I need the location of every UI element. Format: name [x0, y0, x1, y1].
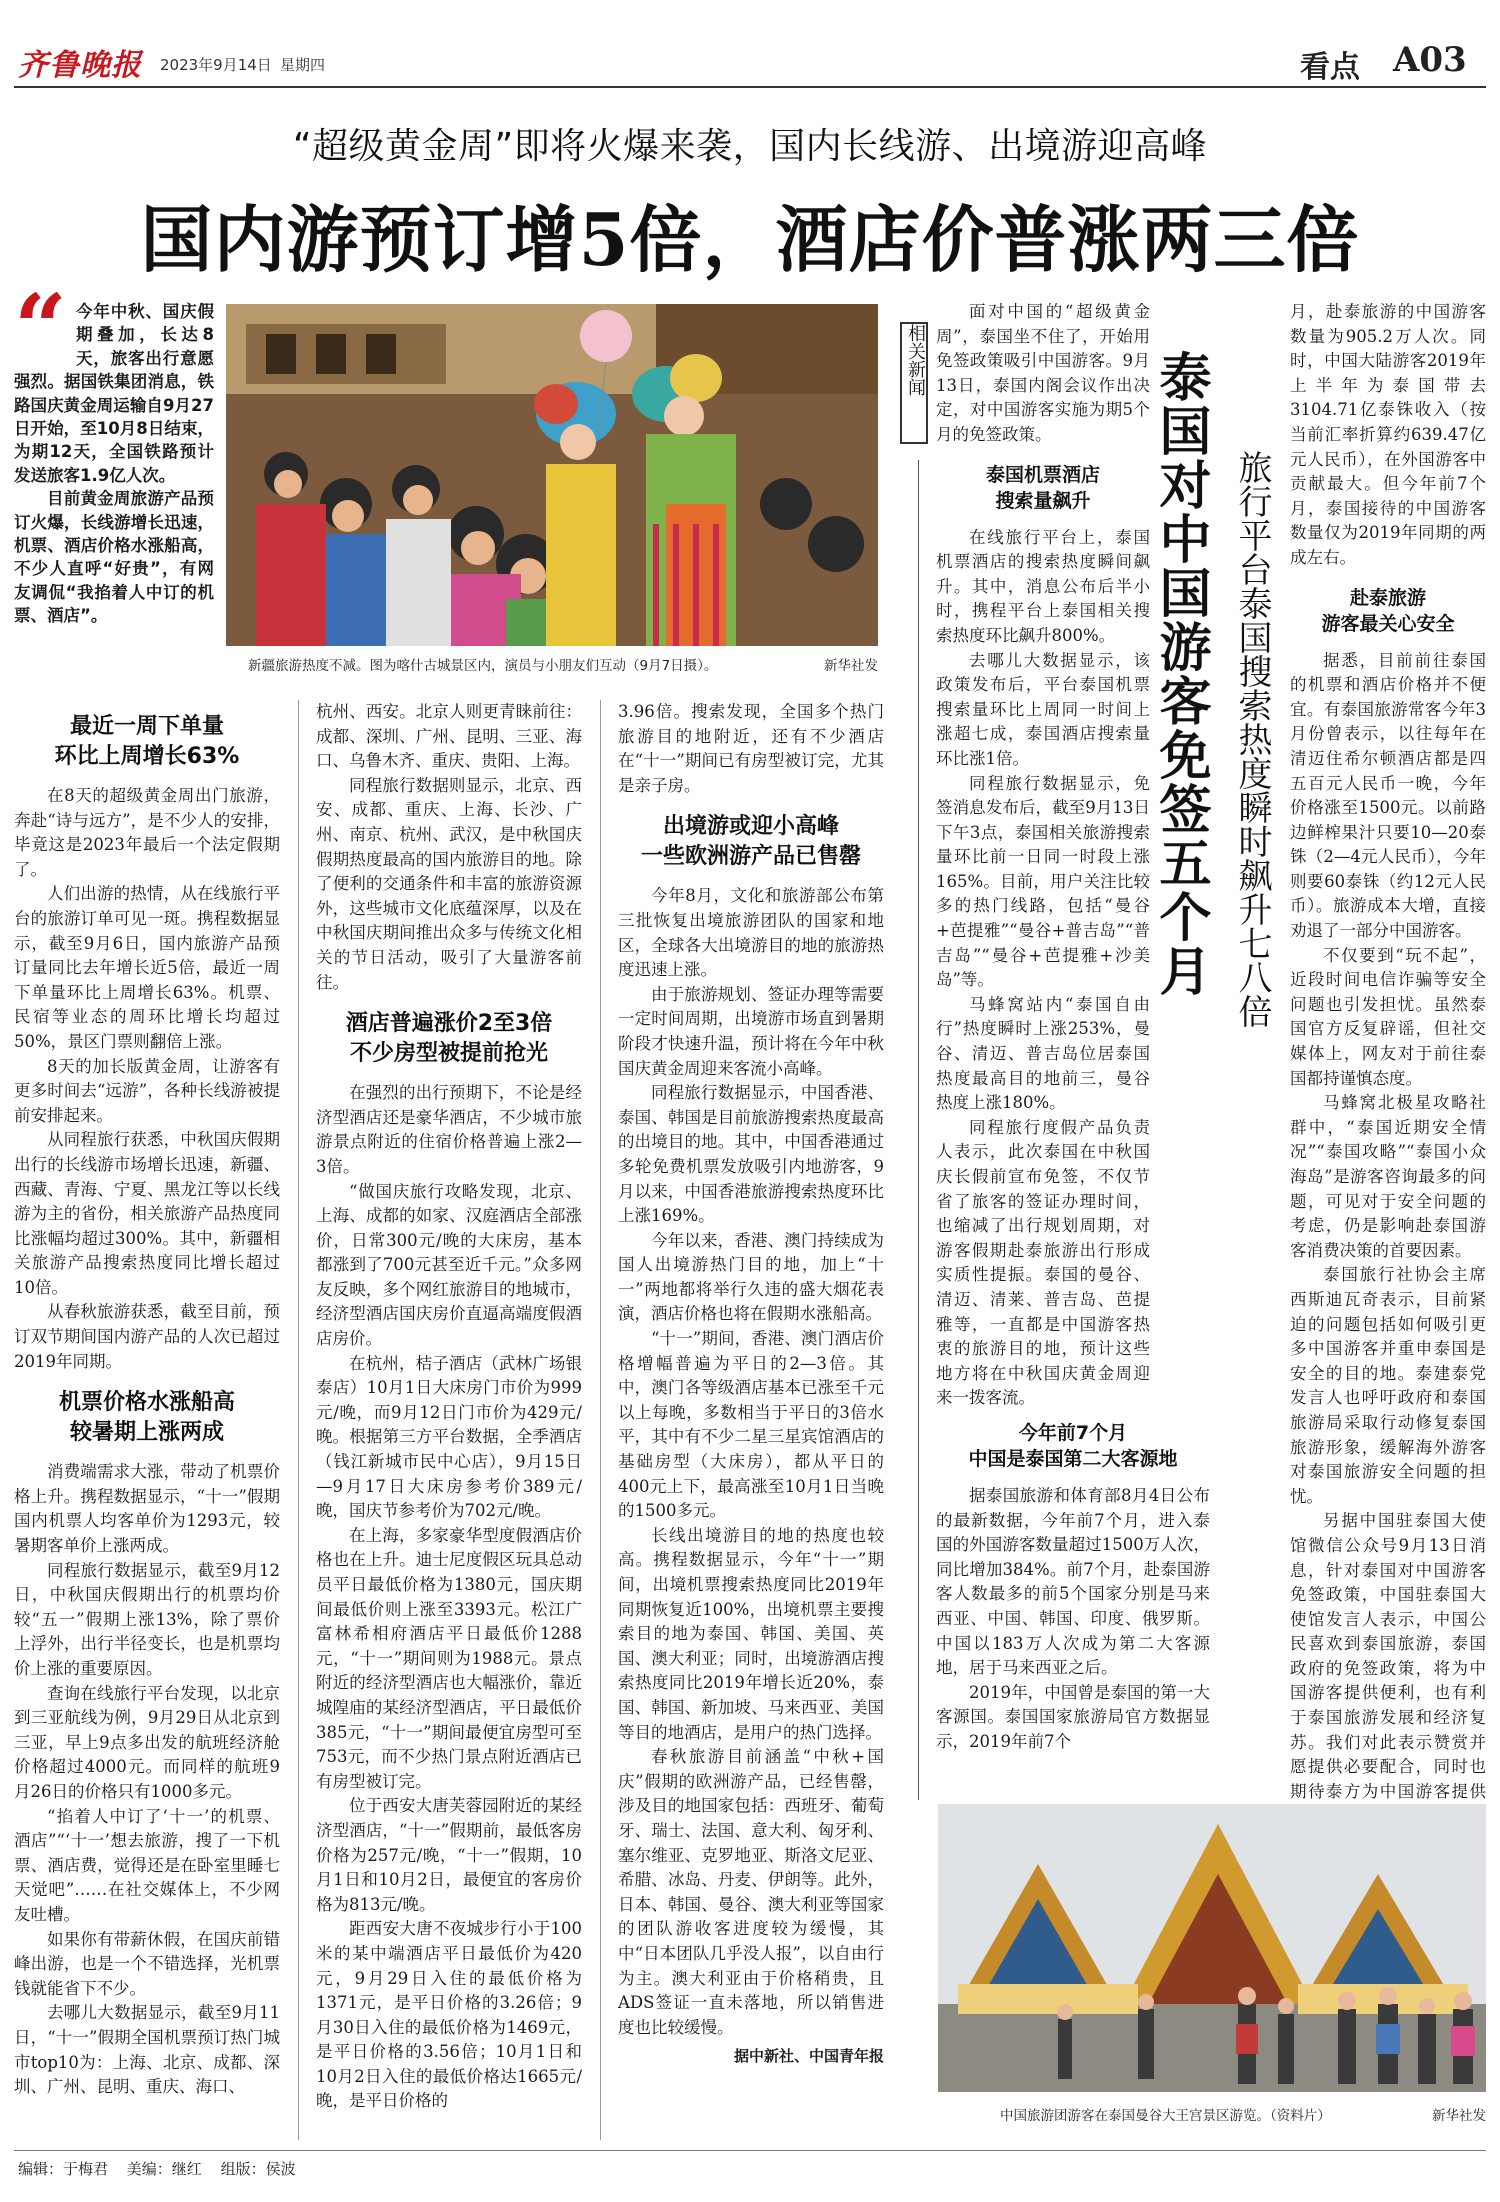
masthead	[0, 0, 1500, 92]
col1-p1-3: 从同程旅行获悉，中秋国庆假期出行的长线游市场增长迅速，新疆、西藏、青海、宁夏、黑龙江等以长线游为主的省份，相关旅游产品热度同比涨幅均超过300%。其中，新疆相关旅游产品搜索热度同比增长超过10倍。	[14, 1130, 280, 1297]
divider-col2	[600, 700, 601, 2140]
related-column-4-lower	[936, 1420, 1210, 1755]
c4-p3-0: 据泰国旅游和体育部8月4日公布的最新数据，今年前7个月，进入泰国的外国游客数量超过1500万人次，同比增加384%。前7个月，赴泰国游客人数最多的前5个国家分别是马来西亚、中国、韩国、印度、俄罗斯。中国以183万人次成为第二大客源地，居于马来西亚之后。	[936, 1486, 1210, 1678]
c4-p3-1: 2019年，中国曾是泰国的第一大客源国。泰国国家旅游局官方数据显示，2019年前7个	[936, 1682, 1210, 1751]
col1-p2-4: 如果你有带薪休假，在国庆前错峰出游，也是一个不错选择，光机票钱就能省下不少。	[14, 1929, 280, 1998]
col3-p2-0: 今年8月，文化和旅游部公布第三批恢复出境旅游团队的国家和地区，全球各大出境游目的地的旅游热度迅速上涨。	[618, 886, 884, 980]
related-column-4	[936, 300, 1150, 1411]
col3-p2-4: “十一”期间，香港、澳门酒店价格增幅普遍为平日的2—3倍。其中，澳门各等级酒店基本已涨至千元以上每晚，多数相当于平日的3倍水平，其中有不少二星三星宾馆酒店的基础房型（大床房），都从平日的400元上下，最高涨至10月1日当晚的1500多元。	[618, 1329, 884, 1521]
newspaper-logo: 齐鲁晚报	[18, 48, 142, 83]
lead-text	[14, 300, 214, 628]
related-headline: 泰国对中国游客免签五个月	[1150, 350, 1211, 998]
photo1-caption	[248, 654, 878, 674]
col3-p2-5: 长线出境游目的地的热度也较高。携程数据显示，今年“十一”期间，出境机票搜索热度同比2019年同期恢复近100%，出境机票主要搜索目的地为泰国、韩国、美国、英国、澳大利亚；同时，出境游酒店搜索热度同比2019年增长近20%，泰国、韩国、新加坡、马来西亚、美国等目的地酒店，是用户的热门选择。	[618, 1525, 884, 1742]
quote-mark-icon: “	[14, 274, 67, 382]
c4-subhead-1-line2: 搜索量飙升	[995, 489, 1091, 512]
c4-p1-0: 面对中国的“超级黄金周”，泰国坐不住了，开始用免签政策吸引中国游客。9月13日，泰国内阁会议作出决定，对中国游客实施为期5个月的免签政策。	[936, 302, 1150, 444]
col2-p1-1: 同程旅行数据则显示，北京、西安、成都、重庆、上海、长沙、广州、南京、杭州、武汉，是中秋国庆假期热度最高的国内旅游目的地。除了便利的交通条件和丰富的旅游资源外，这些城市文化底蕴深厚，以及在中秋国庆期间推出众多与传统文化相关的节日活动，吸引了大量游客前往。	[316, 775, 582, 992]
lead-paragraph-2: 目前黄金周旅游产品预订火爆，长线游增长迅速，机票、酒店价格水涨船高，不少人直呼“好贵”，有网友调侃“我掐着人中订的机票、酒店”。	[14, 489, 214, 626]
c5-subhead	[1290, 585, 1486, 637]
col1-subhead-2-line1: 机票价格水涨船高	[58, 1390, 235, 1416]
c4-p2-3: 马蜂窝站内“泰国自由行”热度瞬时上涨253%，曼谷、清迈、普吉岛位居泰国热度最高目的地前三，曼谷热度上涨180%。	[936, 994, 1150, 1113]
lead-paragraph-1: 今年中秋、国庆假期叠加，长达8天，旅客出行意愿强烈。据国铁集团消息，铁路国庆黄金周运输自9月27日开始，至10月8日结束，为期12天，全国铁路预计发送旅客1.9亿人次。	[14, 302, 214, 485]
footer-designer: 美编：继红	[126, 2160, 202, 2178]
section-name: 看点	[1300, 50, 1360, 85]
col2-p2-1: “做国庆旅行攻略发现，北京、上海、成都的如家、汉庭酒店全部涨价，日常300元/晚的大床房，基本都涨到了700元甚至近千元。”众多网友反映，多个网红旅游目的地城市，经济型酒店国庆房价直逼高端度假酒店房价。	[316, 1181, 582, 1349]
column-2	[316, 700, 582, 2114]
col2-p1-0: 杭州、西安。北京人则更青睐前往：成都、深圳、广州、昆明、三亚、海口、乌鲁木齐、重庆、贵阳、上海。	[316, 702, 582, 771]
c4-p2-2: 同程旅行数据显示，免签消息发布后，截至9月13日下午3点，泰国相关旅游搜索量环比前一日同一时段上涨165%。目前，用户关注比较多的热门线路，包括“曼谷+芭提雅”“曼谷+普吉岛”“普吉岛”“曼谷+芭提雅+沙美岛”等。	[936, 773, 1150, 990]
col1-p1-1: 人们出游的热情，从在线旅行平台的旅游订单可见一斑。携程数据显示，截至9月6日，国内旅游产品预订量同比去年增长近5倍，最近一周下单量环比上周增长63%。机票、民宿等业态的周环比增长均超过50%，景区门票则翻倍上涨。	[14, 884, 280, 1051]
col3-credit: 据中新社、中国青年报	[733, 2047, 884, 2066]
col3-subhead-line1: 出境游或迎小高峰	[662, 814, 839, 840]
col1-p2-0: 消费端需求大涨，带动了机票价格上升。携程数据显示，“十一”假期国内机票人均客单价为1293元，较暑期客单价上涨两成。	[14, 1462, 280, 1556]
col1-subhead-1	[14, 712, 280, 772]
col3-p2-6: 春秋旅游目前涵盖“中秋+国庆”假期的欧洲游产品，已经售罄，涉及目的地国家包括：西班牙、葡萄牙、瑞士、法国、意大利、匈牙利、塞尔维亚、克罗地亚、斯洛文尼亚、希腊、冰岛、丹麦、伊朗等。此外，日本、韩国、曼谷、澳大利亚等国家的团队游收客进度较为缓慢，其中“日本团队几乎没人报”，以自由行为主。澳大利亚由于价格稍贵，且ADS签证一直未落地，所以销售进度也比较缓慢。	[618, 1747, 884, 2037]
xinjiang-photo	[226, 304, 878, 646]
divider-related	[918, 460, 919, 1800]
col1-subhead-2	[14, 1388, 280, 1448]
c4-subhead-1-line1: 泰国机票酒店	[985, 463, 1100, 486]
bangkok-palace-illustration	[938, 1804, 1486, 2092]
column-3	[618, 700, 884, 2069]
col2-p2-5: 距西安大唐不夜城步行小于100米的某中端酒店平日最低价为420元，9月29日入住的最低价格为1371元，是平日价格的3.26倍；9月30日入住的最低价格为1469元，是平日价格的3.56倍；10月1日和10月2日入住的最低价格达1665元/晚，是平日价格的	[316, 1919, 582, 2111]
c5-p2-3: 泰国旅行社协会主席西斯迪瓦奇表示，目前紧迫的问题包括如何吸引更多中国游客并重申泰国是安全的目的地。泰建泰党发言人也呼吁政府和泰国旅游局采取行动修复泰国旅游形象，缓解海外游客对泰国旅游安全问题的担忧。	[1290, 1265, 1486, 1506]
col1-p2-1: 同程旅行数据显示，截至9月12日，中秋国庆假期出行的机票均价较“五一”假期上涨13%，除了票价上浮外，出行半径变长，也是机票均价上涨的重要原因。	[14, 1560, 280, 1678]
photo2-caption	[1000, 2104, 1486, 2124]
page-number: A03	[1393, 40, 1467, 80]
col3-p1-0: 3.96倍。搜索发现，全国多个热门旅游目的地附近，还有不少酒店在“十一”期间已有房型被订完，尤其是亲子房。	[618, 702, 884, 795]
col3-subhead-line2: 一些欧洲游产品已售罄	[640, 844, 861, 870]
col1-p1-4: 从春秋旅游获悉，截至目前，预订双节期间国内游产品的人次已超过2019年同期。	[14, 1302, 280, 1371]
photo1-caption-text: 新疆旅游热度不减。图为喀什古城景区内，演员与小朋友们互动（9月7日摄）。	[248, 658, 718, 674]
footer-editor: 编辑：于梅君	[18, 2160, 109, 2178]
c5-subhead-line2: 游客最关心安全	[1321, 612, 1455, 635]
c5-p1-0: 月，赴泰旅游的中国游客数量为905.2万人次。同时，中国大陆游客2019年上半年为泰国带去3104.71亿泰铢收入（按当前汇率折算约639.47亿元人民币），在外国游客中贡献最大。但今年前7个月，泰国接待的中国游客数量仅为2019年同期的两成左右。	[1290, 302, 1486, 567]
col1-p1-0: 在8天的超级黄金周出门旅游，奔赴“诗与远方”，是不少人的安排，毕竟这是2023年最后一个法定假期了。	[14, 786, 280, 879]
headline-main: 国内游预订增5倍，酒店价普涨两三倍	[140, 197, 1360, 282]
c4-p2-4: 同程旅行度假产品负责人表示，此次泰国在中秋国庆长假前宣布免签，不仅节省了旅客的签证办理时间，也缩减了出行规划周期，对游客假期赴泰旅游出行形成实质性提振。泰国的曼谷、清迈、清莱、普吉岛、芭提雅等，一直都是中国游客热衷的旅游目的地，预计这些地方将在中秋国庆黄金周迎来一拨客流。	[936, 1117, 1150, 1408]
c4-subhead-2-line2: 中国是泰国第二大客源地	[968, 1448, 1178, 1470]
col1-subhead-1-line1: 最近一周下单量	[69, 714, 224, 739]
c4-p2-0: 在线旅行平台上，泰国机票酒店的搜索热度瞬间飙升。其中，消息公布后半小时，携程平台上泰国相关搜索热度环比飙升800%。	[936, 527, 1150, 645]
col2-p2-0: 在强烈的出行预期下，不论是经济型酒店还是豪华酒店，不少城市旅游景点附近的住宿价格普遍上涨2—3倍。	[316, 1083, 582, 1176]
lead-block	[14, 274, 214, 672]
related-subtitle: 旅行平台泰国搜索热度瞬时飙升七八倍	[1232, 450, 1272, 1028]
col1-subhead-2-line2: 较暑期上涨两成	[69, 1420, 224, 1446]
col3-subhead	[618, 812, 884, 872]
col1-subhead-1-line2: 环比上周增长63%	[54, 744, 240, 769]
photo2-credit: 新华社发	[1432, 2108, 1486, 2124]
masthead-rule	[14, 86, 1486, 88]
col3-p2-3: 今年以来，香港、澳门持续成为国人出境游热门目的地，加上“十一”两地都将举行久违的盛大烟花表演，酒店价格也将在假期水涨船高。	[618, 1230, 884, 1324]
col2-subhead-line1: 酒店普遍涨价2至3倍	[345, 1011, 553, 1037]
col2-p2-4: 位于西安大唐芙蓉园附近的某经济型酒店，“十一”假期前，最低客房价格为257元/晚，“十一”假期，10月1日和10月2日，最便宜的客房价格为813元/晚。	[316, 1796, 582, 1914]
c5-p2-4: 另据中国驻泰国大使馆微信公众号9月13日消息，针对泰国对中国游客免签政策，中国驻泰国大使馆发言人表示，中国公民喜欢到泰国旅游，泰国政府的免签政策，将为中国游客提供便利，也有利于泰国旅游发展和经济复苏。我们对此表示赞赏并愿提供必要配合，同时也期待泰方为中国游客提供	[1290, 1511, 1486, 1801]
col1-p1-2: 8天的加长版黄金周，让游客有更多时间去“远游”，各种长线游被提前安排起来。	[14, 1056, 280, 1125]
c4-subhead-2-line1: 今年前7个月	[1018, 1422, 1128, 1444]
issue-date: 2023年9月14日	[160, 56, 272, 74]
col3-p2-1: 由于旅游规划、签证办理等需要一定时间周期，出境游市场直到暑期阶段才快速升温，预计将在今年中秋国庆黄金周迎来客流小高峰。	[618, 984, 884, 1078]
col2-subhead	[316, 1009, 582, 1069]
c5-subhead-line1: 赴泰旅游	[1349, 586, 1426, 609]
c5-p2-2: 马蜂窝北极星攻略社群中，“泰国近期安全情况”“泰国攻略”“泰国小众海岛”是游客咨询最多的问题，可见对于安全问题的考虑，仍是影响赴泰国游客消费决策的首要因素。	[1290, 1093, 1486, 1260]
photo2-caption-text: 中国旅游团游客在泰国曼谷大王宫景区游览。（资料片）	[1000, 2108, 1331, 2124]
lead-float-spacer	[14, 300, 76, 370]
col2-p2-2: 在杭州，桔子酒店（武林广场银泰店）10月1日大床房门市价为999元/晚，而9月12日门市价为429元/晚。根据第三方平台数据，全季酒店（钱江新城市民中心店），9月15日—9月17日大床房参考价389元/晚，国庆节参考价为702元/晚。	[316, 1353, 582, 1521]
related-tag: 相关新闻	[905, 324, 926, 396]
bangkok-palace-photo	[938, 1804, 1486, 2092]
c4-p2-1: 去哪儿大数据显示，该政策发布后，平台泰国机票搜索量环比上周同一时间上涨超七成，泰国酒店搜索量环比涨1倍。	[936, 650, 1150, 768]
c5-p2-1: 不仅要到“玩不起”，近段时间电信诈骗等安全问题也引发担忧。虽然泰国官方反复辟谣，但社交媒体上，网友对于前往泰国都持谨慎态度。	[1290, 945, 1486, 1088]
c5-p2-0: 据悉，目前前往泰国的机票和酒店价格并不便宜。有泰国旅游常客今年3月份曾表示，以往每年在清迈住希尔顿酒店都是四五百元人民币一晚，今年价格涨至1500元。以前路边鲜榨果汁只要10—20泰铢（2—4元人民币），今年则要60泰铢（约12元人民币）。旅游成本大增，直接劝退了一部分中国游客。	[1290, 650, 1486, 941]
related-column-5	[1290, 300, 1486, 1882]
photo1-credit: 新华社发	[824, 658, 878, 674]
col1-p2-2: 查询在线旅行平台发现，以北京到三亚航线为例，9月29日从北京到三亚，早上9点多出发的航班经济舱价格超过4000元。而同样的航班9月26日的价格只有1000多元。	[14, 1683, 280, 1801]
col1-p2-3: “掐着人中订了‘十一’的机票、酒店”“‘十一’想去旅游，搜了一下机票、酒店费，觉得还是在卧室里睡七天觉吧”……在社交媒体上，不少网友吐槽。	[14, 1806, 280, 1924]
column-1	[14, 700, 280, 2100]
col1-p2-5: 去哪儿大数据显示，截至9月11日，“十一”假期全国机票预订热门城市top10为：上海、北京、成都、深圳、广州、昆明、重庆、海口、	[14, 2003, 280, 2097]
divider-col1	[298, 700, 299, 2140]
footer-proof: 组版：侯波	[220, 2160, 296, 2178]
col2-p2-3: 在上海，多家豪华型度假酒店价格也在上升。迪士尼度假区玩具总动员平日最低价格为1380元，国庆期间最低价则上涨至3393元。松江广富林希相府酒店平日最低价1288元，“十一”期间则为1988元。景点附近的经济型酒店也大幅涨价，靠近城隍庙的某经济型酒店，平日最低价385元，“十一”期间最便宜房型可至753元，而不少热门景点附近酒店已有房型被订完。	[316, 1525, 582, 1791]
footer	[18, 2158, 296, 2179]
xinjiang-photo-illustration	[226, 304, 878, 646]
col3-p2-2: 同程旅行数据显示，中国香港、泰国、韩国是目前旅游搜索热度最高的出境目的地。其中，中国香港通过多轮免费机票发放吸引内地游客，9月以来，中国香港旅游搜索热度环比上涨169%。	[618, 1083, 884, 1226]
issue-weekday: 星期四	[280, 56, 326, 74]
c4-subhead-1	[936, 462, 1150, 514]
col2-subhead-line2: 不少房型被提前抢光	[349, 1041, 548, 1067]
c4-subhead-2	[936, 1420, 1210, 1472]
headline-kicker: “超级黄金周”即将火爆来袭，国内长线游、出境游迎高峰	[292, 126, 1208, 167]
footer-rule	[14, 2150, 1486, 2151]
